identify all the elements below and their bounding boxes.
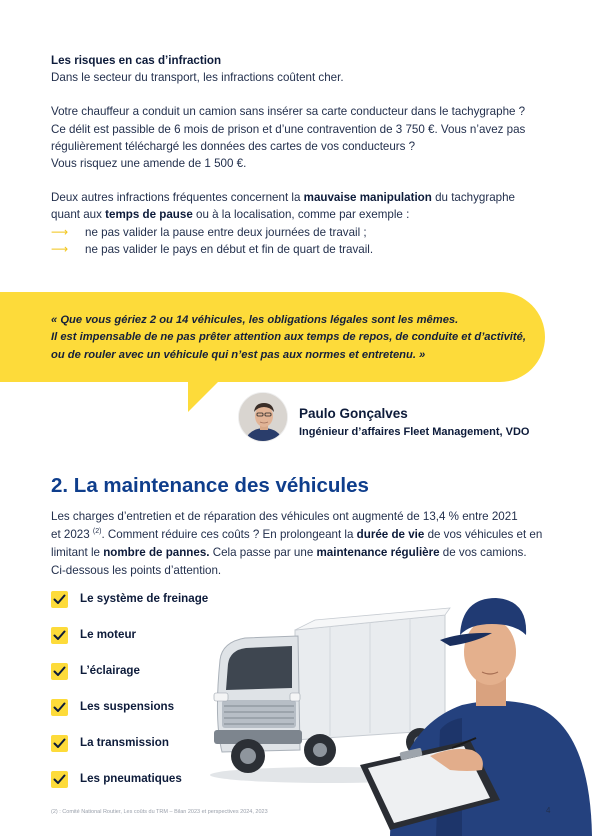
quote-line: ou de rouler avec un véhicule qui n’est pas aux normes et entretenu. »	[51, 348, 426, 361]
risks-para-line: Votre chauffeur a conduit un camion sans insérer sa carte conducteur dans le tachygraphe ?	[51, 105, 526, 119]
risks-heading: Les risques en cas d’infraction	[51, 54, 222, 67]
risks-para3-line1: Deux autres infractions fréquentes concernent la mauvaise manipulation du tachygraphe	[51, 191, 516, 205]
maintenance-line: limitant le nombre de pannes. Cela passe par une maintenance régulière de vos camions.	[51, 546, 527, 559]
list-item: ⟶ ne pas valider le pays en début et fin de quart de travail.	[51, 241, 551, 258]
footnote-ref: (2)	[92, 528, 102, 536]
risks-section	[51, 52, 551, 258]
footnote: (2) : Comité National Routier, Les coûts du TRM – Bilan 2023 et perspectives 2024, 2023	[51, 809, 268, 815]
checklist-item: Le moteur	[51, 626, 208, 662]
section-title: 2. La maintenance des véhicules	[51, 474, 369, 497]
maintenance-line: Ci-dessous les points d’attention.	[51, 564, 222, 577]
page-number: 4	[546, 806, 551, 815]
checkmark-icon	[51, 735, 68, 752]
maintenance-line: Les charges d’entretien et de réparation des véhicules ont augmenté de 13,4 % entre 2021	[51, 510, 518, 523]
arrow-right-icon: ⟶	[51, 224, 69, 239]
checkmark-icon	[51, 627, 68, 644]
arrow-right-icon: ⟶	[51, 241, 69, 256]
risks-para3-line2: quant aux temps de pause ou à la localisation, comme par exemple :	[51, 208, 410, 222]
risks-para-line: régulièrement téléchargé les données des cartes de vos conducteurs ?	[51, 139, 416, 153]
person-name: Paulo Gonçalves	[299, 406, 408, 421]
truck-mechanic-illustration	[200, 580, 594, 836]
quote-bubble-tail	[188, 378, 222, 412]
checklist-item: La transmission	[51, 734, 208, 770]
maintenance-checklist	[51, 590, 208, 806]
quote-line: Il est impensable de ne pas prêter attention aux temps de repos, de conduite et d’activité,	[51, 331, 526, 344]
risks-para-line: Ce délit est passible de 6 mois de prison et d’une contravention de 3 750 €. Vous n’avez pas	[51, 122, 526, 136]
checklist-item: Les pneumatiques	[51, 770, 208, 806]
risks-intro: Dans le secteur du transport, les infractions coûtent cher.	[51, 71, 344, 85]
risks-bullet-list	[51, 224, 551, 258]
person-role: Ingénieur d’affaires Fleet Management, VDO	[299, 426, 530, 438]
list-item: ⟶ ne pas valider la pause entre deux journées de travail ;	[51, 224, 551, 241]
avatar	[238, 392, 288, 442]
maintenance-line: et 2023 $^{(2)}$. Comment réduire ces coûts ? En prolongeant la durée de vie de vos véhicules et en	[51, 528, 543, 541]
quote-line: « Que vous gériez 2 ou 14 véhicules, les obligations légales sont les mêmes.	[51, 314, 459, 326]
checklist-item: Les suspensions	[51, 698, 208, 734]
risks-para-line: Vous risquez une amende de 1 500 €.	[51, 157, 247, 171]
maintenance-intro	[51, 508, 556, 580]
checklist-item: Le système de freinage	[51, 590, 208, 626]
checkmark-icon	[51, 663, 68, 680]
checkmark-icon	[51, 591, 68, 608]
checkmark-icon	[51, 699, 68, 716]
checklist-item: L’éclairage	[51, 662, 208, 698]
quote-text	[51, 312, 531, 364]
checkmark-icon	[51, 771, 68, 788]
